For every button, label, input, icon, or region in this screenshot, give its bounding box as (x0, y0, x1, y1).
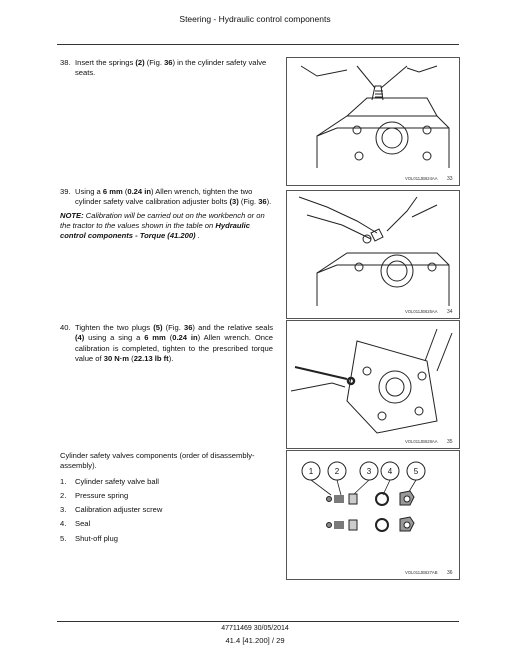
illustration-valve-components (287, 451, 459, 579)
illustration-tighten-plugs (287, 321, 459, 448)
list-item: 3. Calibration adjuster screw (60, 505, 163, 515)
callout-3 (360, 462, 378, 480)
step-text: Using a 6 mm (0.24 in) Allen wrench, tighten the two cylinder safety valve calibration adjuster bolts (3) (Fig. 36). (75, 187, 272, 207)
figure-number: 33 (447, 176, 453, 182)
illustration-insert-springs (287, 58, 459, 185)
figure-caption: VOL011JB627AB (405, 570, 438, 575)
figure-number: 36 (447, 570, 453, 576)
list-intro: Cylinder safety valves components (order of disassembly-assembly). (60, 451, 255, 471)
figure-caption: VOL011JB628AA (405, 439, 438, 444)
step-number: 40. (60, 323, 71, 332)
component-list (60, 451, 275, 548)
step-text: Insert the springs (2) (Fig. 36) in the cylinder safety valve seats. (75, 58, 267, 78)
list-item: 2. Pressure spring (60, 490, 129, 500)
footer-doc-id: 47711469 30/05/2014 (221, 625, 289, 632)
svg-text:1: 1 (308, 467, 314, 476)
page-header: Steering - Hydraulic control components (179, 14, 331, 24)
figure-34 (286, 190, 460, 319)
figure-caption: VOL011JB625AA (405, 309, 438, 314)
step-note: NOTE: Calibration will be carried out on the workbench or on the tractor to the values shown in the table on Hydraulic control components - Torque (41.200) . (60, 210, 265, 241)
step-number: 39. (60, 187, 71, 196)
callout-1 (302, 462, 320, 480)
list-item: 1. Cylinder safety valve ball (60, 476, 159, 486)
svg-text:3: 3 (366, 467, 372, 476)
svg-text:5: 5 (413, 467, 419, 476)
footer-page-number: 41.4 [41.200] / 29 (225, 636, 285, 645)
step-39 (60, 187, 273, 241)
figure-number: 34 (447, 309, 453, 315)
callout-4 (381, 462, 399, 480)
figure-35 (286, 320, 460, 449)
figure-number: 35 (447, 439, 453, 445)
step-number: 38. (60, 58, 71, 67)
list-item: 4. Seal (60, 519, 91, 529)
step-38 (60, 58, 273, 79)
svg-text:2: 2 (334, 467, 340, 476)
callout-5 (407, 462, 425, 480)
callout-2 (328, 462, 346, 480)
illustration-tighten-adjuster (287, 191, 459, 318)
figure-36 (286, 450, 460, 580)
list-item: 5. Shut-off plug (60, 533, 118, 543)
svg-text:4: 4 (387, 467, 393, 476)
header-rule (57, 44, 459, 45)
figure-caption: VOL011JB624AA (405, 176, 438, 181)
step-text: Tighten the two plugs (5) (Fig. 36) and the relative seals (4) using a sing a 6 mm (0.24 in) Allen wrench. Once calibration is completed, tighten to the prescribed torque value of 30 N·m (22.13 lb ft). (75, 323, 273, 363)
step-40 (60, 323, 273, 364)
note-link[interactable]: Hydraulic control components - Torque (41.200) (60, 220, 250, 241)
footer-rule (57, 621, 459, 622)
figure-33 (286, 57, 460, 186)
note-label: NOTE: (60, 210, 84, 220)
